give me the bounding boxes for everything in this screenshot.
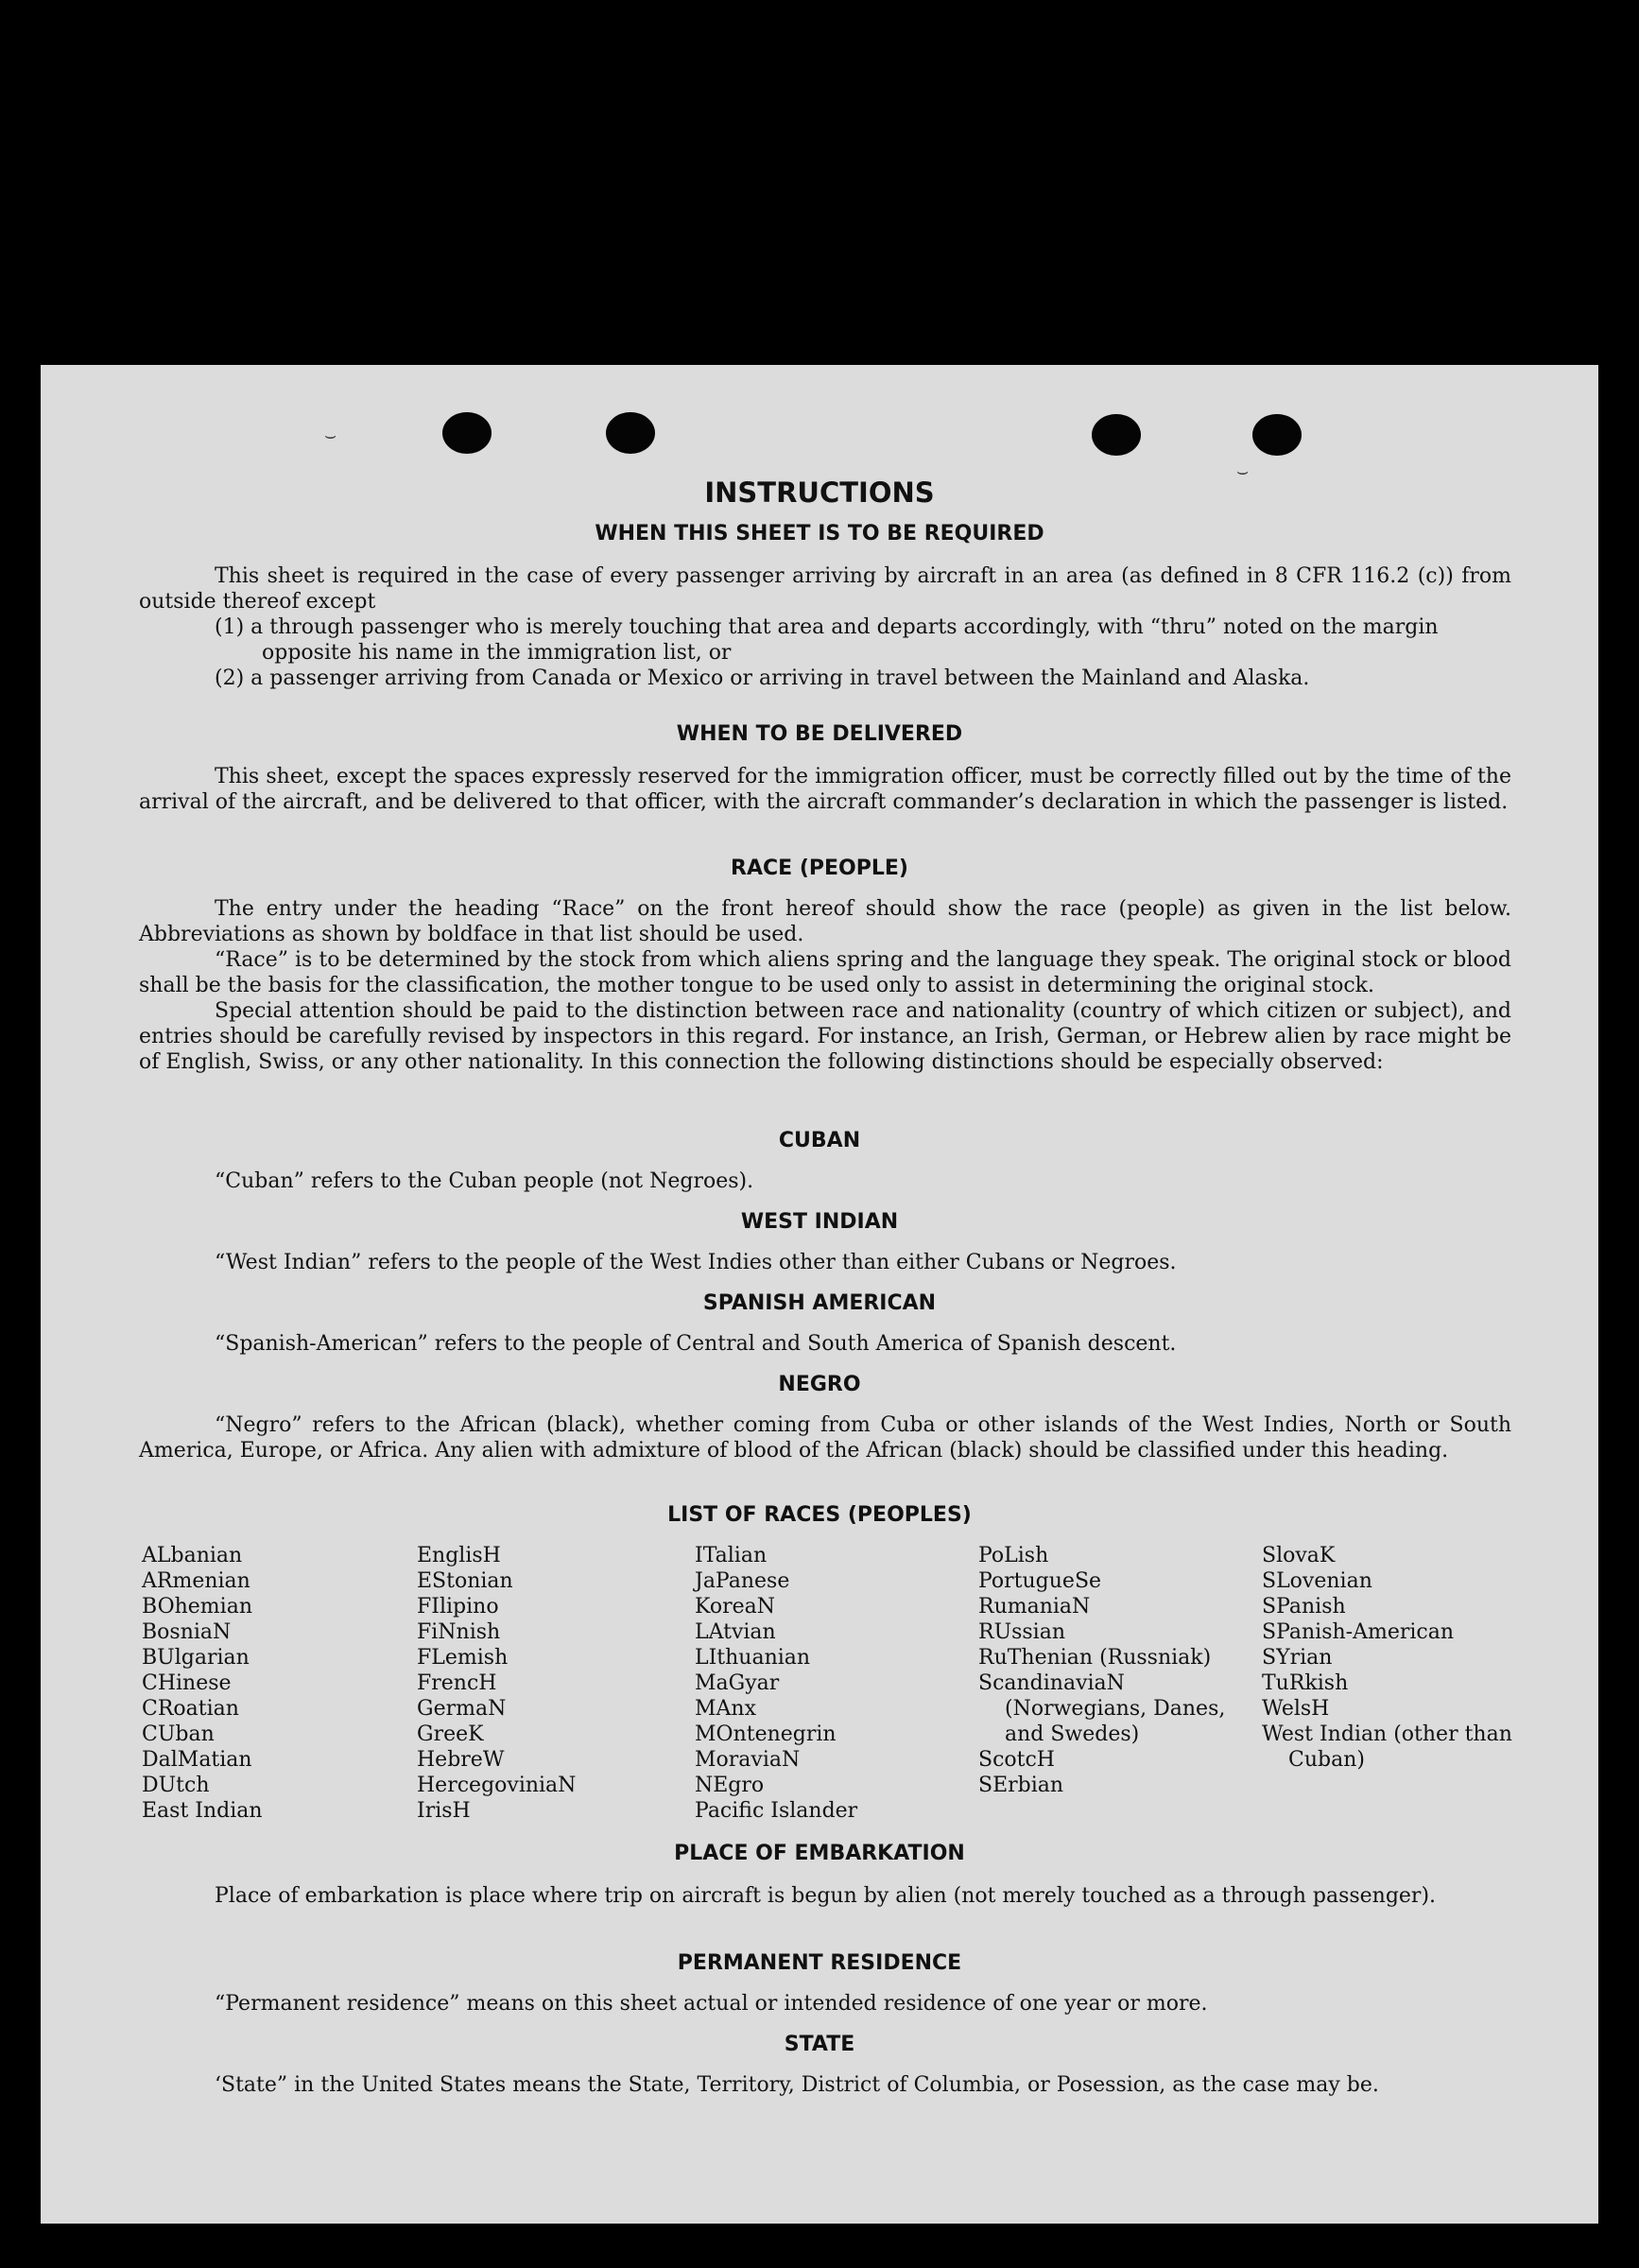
section-when-delivered [139, 764, 1511, 815]
race-item: MaGyar [695, 1671, 780, 1695]
race-item: MAnx [695, 1697, 756, 1721]
heading-when-required: WHEN THIS SHEET IS TO BE REQUIRED [595, 522, 1044, 545]
race-item: NEgro [695, 1774, 765, 1797]
west-indian-text: “West Indian” refers to the people of the West Indies other than either Cubans or Negroes. [215, 1251, 1177, 1274]
state-text: ‘State” in the United States means the State, Territory, District of Columbia, or Posession, as the case may be. [215, 2073, 1379, 2097]
exception-item-1: (1) a through passenger who is merely touching that area and departs accordingly, with “thru” noted on the margin opposite his name in the immigration list, or [215, 615, 1439, 665]
race-item: SlovaK [1262, 1544, 1336, 1567]
race-item: ScandinaviaN (Norwegians, Danes, and Swedes) [978, 1671, 1226, 1746]
race-item: BosniaN [142, 1620, 232, 1644]
race-item: ITalian [695, 1544, 768, 1567]
heading-negro: NEGRO [778, 1373, 861, 1396]
race-item: RUssian [978, 1620, 1066, 1644]
section-embarkation [139, 1883, 1511, 1909]
section-spanish-american [139, 1331, 1511, 1357]
section-cuban [139, 1169, 1511, 1194]
race-item: SLovenian [1262, 1569, 1372, 1593]
spanish-american-text: “Spanish-American” refers to the people of Central and South America of Spanish descent. [215, 1332, 1177, 1356]
pencil-mark: ⌣ [324, 424, 337, 446]
embarkation-text: Place of embarkation is place where trip on aircraft is begun by alien (not merely touched as a through passenger). [215, 1884, 1437, 1908]
punch-hole [1092, 414, 1141, 456]
race-item: FiNnish [417, 1620, 501, 1644]
heading-list-of-races: LIST OF RACES (PEOPLES) [667, 1503, 972, 1527]
cuban-text: “Cuban” refers to the Cuban people (not Negroes). [215, 1169, 754, 1193]
section-west-indian [139, 1250, 1511, 1275]
pencil-mark: ⌣ [1236, 459, 1250, 482]
section-negro [139, 1412, 1511, 1463]
race-item: FrencH [417, 1671, 497, 1695]
heading-race: RACE (PEOPLE) [731, 857, 908, 880]
race-paragraph-1: The entry under the heading “Race” on the front hereof should show the race (people) as given in the list below. Abbreviations as shown by boldface in that list should be used. [139, 897, 1511, 946]
race-item: RumaniaN [978, 1595, 1091, 1619]
race-item: ALbanian [142, 1544, 243, 1567]
race-item: KoreaN [695, 1595, 775, 1619]
race-item: LIthuanian [695, 1646, 811, 1670]
section-state [139, 2072, 1511, 2098]
when-required-intro: This sheet is required in the case of every passenger arriving by aircraft in an area (as defined in 8 CFR 116.2 (c)) from outside thereof except [139, 564, 1511, 614]
heading-permanent-residence: PERMANENT RESIDENCE [677, 1951, 962, 1975]
punch-hole [1252, 414, 1302, 456]
heading-when-delivered: WHEN TO BE DELIVERED [676, 722, 963, 746]
race-item: CUban [142, 1723, 215, 1746]
heading-spanish-american: SPANISH AMERICAN [702, 1291, 937, 1315]
punch-hole [442, 412, 492, 454]
instruction-sheet [41, 365, 1598, 2224]
section-race [139, 896, 1511, 1075]
race-item: GreeK [417, 1723, 484, 1746]
race-item: BUlgarian [142, 1646, 250, 1670]
race-item: CHinese [142, 1671, 232, 1695]
race-item: MOntenegrin [695, 1723, 837, 1746]
race-list-column-2 [417, 1543, 672, 1824]
race-item: DalMatian [142, 1748, 252, 1772]
race-item: TuRkish [1262, 1671, 1349, 1695]
race-list-column-3 [695, 1543, 950, 1824]
race-item: SYrian [1262, 1646, 1333, 1670]
race-item: FLemish [417, 1646, 509, 1670]
negro-text: “Negro” refers to the African (black), whether coming from Cuba or other islands of the West Indies, North or South America, Europe, or Africa. Any alien with admixture of blood of the African (black) should be classified under this heading. [139, 1413, 1511, 1463]
race-item: GermaN [417, 1697, 507, 1721]
punch-hole [606, 412, 655, 454]
race-item: CRoatian [142, 1697, 239, 1721]
race-item: EnglisH [417, 1544, 501, 1567]
race-item: HercegoviniaN [417, 1774, 577, 1797]
race-item: IrisH [417, 1799, 471, 1823]
heading-west-indian: WEST INDIAN [740, 1210, 899, 1234]
heading-place-of-embarkation: PLACE OF EMBARKATION [674, 1842, 965, 1865]
exception-item-2: (2) a passenger arriving from Canada or Mexico or arriving in travel between the Mainland and Alaska. [215, 667, 1310, 690]
race-item: ScotcH [978, 1748, 1055, 1772]
race-item: PortugueSe [978, 1569, 1102, 1593]
race-item: EStonian [417, 1569, 513, 1593]
section-when-required [139, 563, 1511, 691]
race-item: ARmenian [142, 1569, 250, 1593]
heading-cuban: CUBAN [778, 1129, 861, 1152]
race-item: SPanish-American [1262, 1620, 1455, 1644]
heading-state: STATE [784, 2033, 855, 2056]
race-paragraph-2: “Race” is to be determined by the stock from which aliens spring and the language they speak. The original stock or blood shall be the basis for the classification, the mother tongue to be used only to assist in determining the original stock. [139, 948, 1511, 997]
race-item: JaPanese [695, 1569, 790, 1593]
race-item: BOhemian [142, 1595, 252, 1619]
race-item: Pacific Islander [695, 1799, 858, 1823]
race-item: RuThenian (Russniak) [978, 1646, 1212, 1670]
race-item: WelsH [1262, 1697, 1330, 1721]
race-item: FIlipino [417, 1595, 499, 1619]
race-list-column-5 [1262, 1543, 1522, 1773]
section-residence [139, 1991, 1511, 2017]
race-item: SPanish [1262, 1595, 1346, 1619]
race-paragraph-3: Special attention should be paid to the distinction between race and nationality (country of which citizen or subject), and entries should be carefully revised by inspectors in this regard. For instance, an Irish, German, or Hebrew alien by race might be of English, Swiss, or any other nationality. In this connection the following distinctions should be especially observed: [139, 999, 1511, 1074]
race-item: East Indian [142, 1799, 263, 1823]
page-title: INSTRUCTIONS [704, 476, 935, 509]
when-delivered-text: This sheet, except the spaces expressly reserved for the immigration officer, must be correctly filled out by the time of the arrival of the aircraft, and be delivered to that officer, with the aircraft commander’s declaration in which the passenger is listed. [139, 765, 1511, 814]
race-item: West Indian (other than Cuban) [1262, 1723, 1512, 1772]
race-item: HebreW [417, 1748, 505, 1772]
residence-text: “Permanent residence” means on this sheet actual or intended residence of one year or more. [215, 1992, 1208, 2016]
race-item: PoLish [978, 1544, 1049, 1567]
race-list-column-4 [978, 1543, 1238, 1798]
race-item: DUtch [142, 1774, 210, 1797]
race-item: MoraviaN [695, 1748, 801, 1772]
race-list-column-1 [142, 1543, 397, 1824]
race-item: SErbian [978, 1774, 1064, 1797]
race-item: LAtvian [695, 1620, 776, 1644]
